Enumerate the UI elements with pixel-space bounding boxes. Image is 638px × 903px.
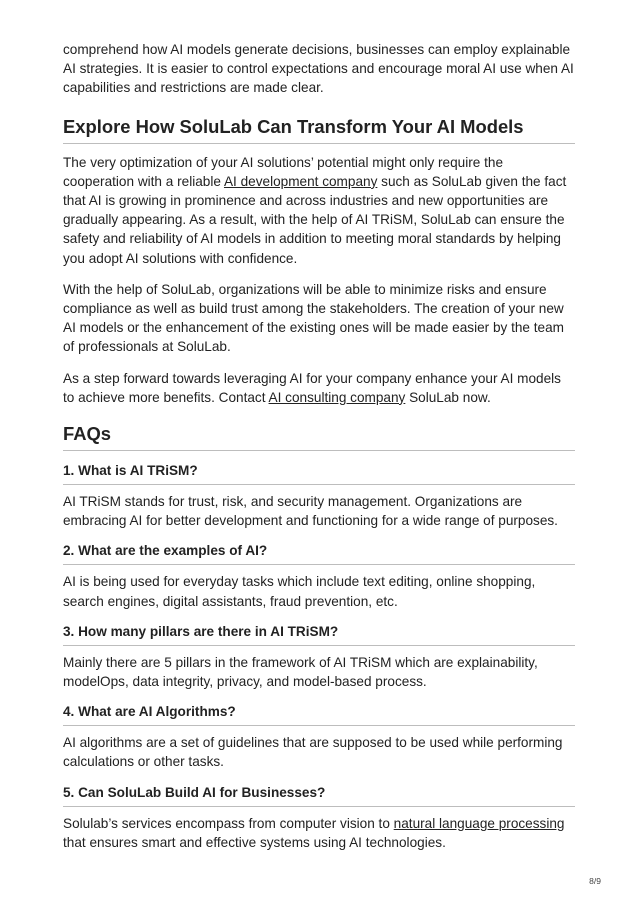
faq-answer-4: AI algorithms are a set of guidelines that are supposed to be used while performing calculations or other tasks. bbox=[63, 735, 563, 770]
faq-answer-1: AI TRiSM stands for trust, risk, and security management. Organizations are embracing AI for better development and functioning for a wide range of purposes. bbox=[63, 494, 558, 529]
ai-consulting-company-link[interactable]: AI consulting company bbox=[268, 389, 406, 405]
ai-development-company-link[interactable]: AI development company bbox=[223, 173, 378, 189]
text-run: such as SoluLab given the fact that AI is growing in prominence and across industries and new opportunities are gradually appearing. As a result, with the help of AI TRiSM, SoluLab can ensure the safety and reliability of AI models in addition to meeting moral standards by helping you adopt AI solutions with confidence. bbox=[63, 173, 567, 266]
text-run: As a step forward towards leveraging AI for your company enhance your AI models to achieve more benefits. Contact bbox=[63, 370, 561, 405]
text-run: SoluLab now. bbox=[405, 389, 491, 405]
faq-answer-3: Mainly there are 5 pillars in the framework of AI TRiSM which are explainability, modelOps, data integrity, privacy, and model-based process. bbox=[63, 654, 538, 690]
document-page bbox=[63, 40, 575, 863]
text-run: The very optimization of your AI solutions’ potential might only require the cooperation with a reliable bbox=[63, 154, 504, 189]
section-paragraph-1 bbox=[63, 153, 575, 268]
text-run: Solulab’s services encompass from computer vision to bbox=[63, 815, 394, 831]
natural-language-processing-link[interactable]: natural language processing bbox=[393, 815, 565, 831]
faq-list bbox=[63, 461, 575, 852]
faq-answer-2: AI is being used for everyday tasks which include text editing, online shopping, search engines, digital assistants, fraud prevention, etc. bbox=[63, 574, 536, 609]
section-heading: Explore How SoluLab Can Transform Your AI Models bbox=[63, 114, 575, 144]
faq-question-2: 2. What are the examples of AI? bbox=[63, 541, 575, 565]
page-number: 8/9 bbox=[589, 876, 601, 886]
faq-question-4: 4. What are AI Algorithms? bbox=[63, 702, 575, 726]
faq-question-5: 5. Can SoluLab Build AI for Businesses? bbox=[63, 783, 575, 807]
intro-paragraph: comprehend how AI models generate decisions, businesses can employ explainable AI strategies. It is easier to control expectations and encourage moral AI use when AI capabilities and restrictions are made clear. bbox=[63, 42, 574, 96]
faq-heading: FAQs bbox=[63, 421, 575, 451]
text-run: that ensures smart and effective systems using AI technologies. bbox=[63, 834, 446, 850]
faq-answer-5 bbox=[63, 814, 575, 852]
faq-question-1: 1. What is AI TRiSM? bbox=[63, 461, 575, 485]
section-paragraph-2: With the help of SoluLab, organizations will be able to minimize risks and ensure compliance as well as build trust among the stakeholders. The creation of your new AI models or the enhancement of the existing ones will be made easier by the team of professionals at SoluLab. bbox=[63, 281, 564, 355]
faq-question-3: 3. How many pillars are there in AI TRiSM? bbox=[63, 622, 575, 646]
section-paragraph-3 bbox=[63, 369, 575, 407]
